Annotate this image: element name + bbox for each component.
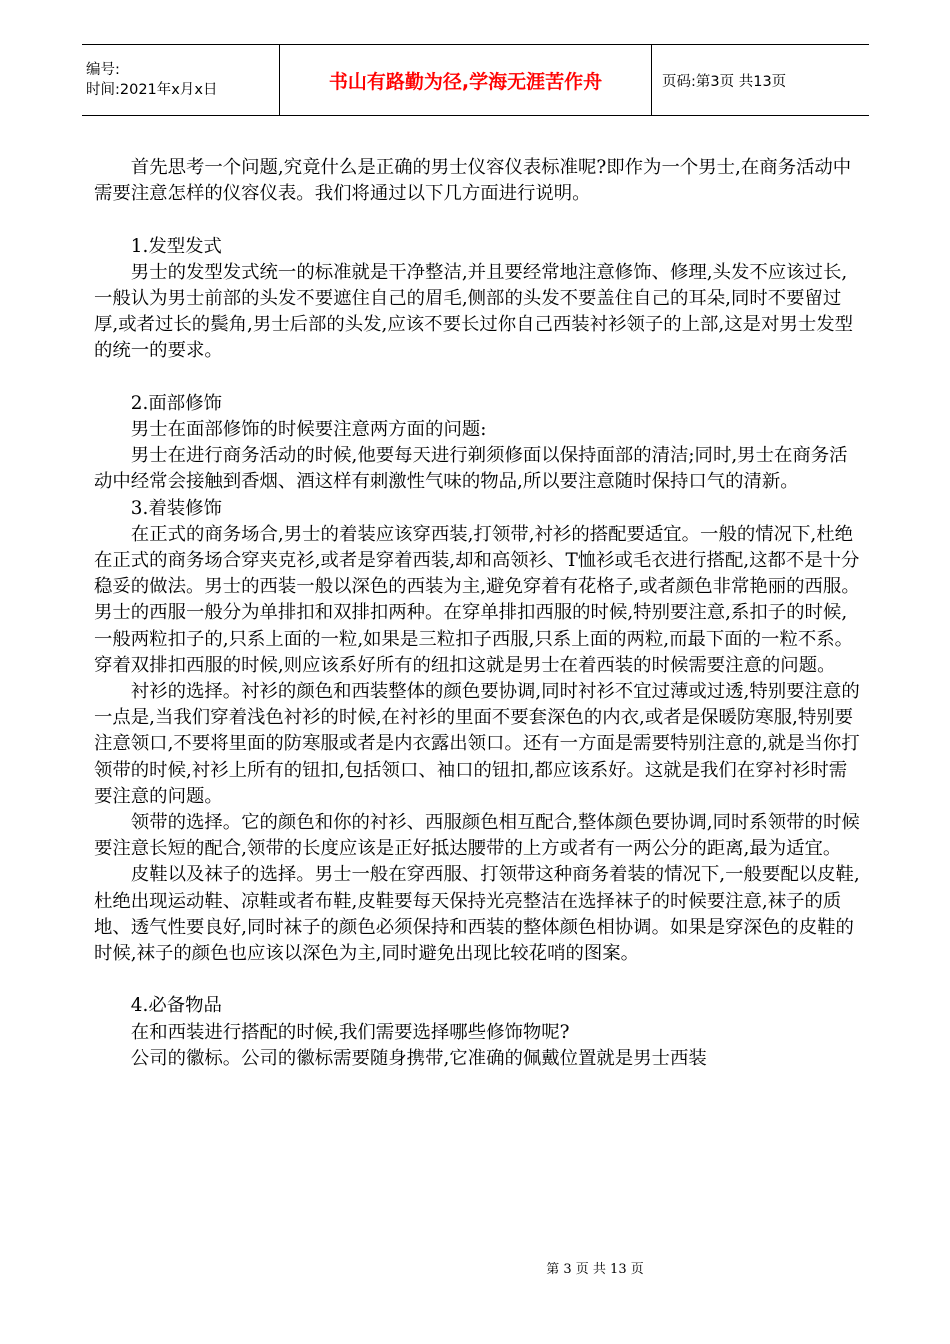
body-paragraph: 男士的发型发式统一的标准就是干净整洁,并且要经常地注意修饰、修理,头发不应该过长,一般认为男士前部的头发不要遮住自己的眉毛,侧部的头发不要盖住自己的耳朵,同时不要留过厚,或者过长的鬓角,男士后部的头发,应该不要长过你自己西装衬衫领子的上部,这是对男士发型的统一的要求。 (94, 261, 854, 362)
body-paragraph: 男士在进行商务活动的时候,他要每天进行剃须修面以保持面部的清洁;同时,男士在商务活动中经常会接触到香烟、酒这样有刺激性气味的物品,所以要注意随时保持口气的清新。 (94, 445, 848, 493)
header-info (82, 45, 279, 115)
section-heading-hairstyle: 1.发型发式 (130, 235, 222, 257)
body-paragraph: 在和西装进行搭配的时候,我们需要选择哪些修饰物呢? (130, 1021, 570, 1043)
document-number-label: 编号: (86, 62, 120, 78)
header-page-number: 页码:第3页 共13页 (662, 73, 787, 90)
body-paragraph: 领带的选择。它的颜色和你的衬衫、西服颜色相互配合,整体颜色要协调,同时系领带的时候要注意长短的配合,领带的长度应该是正好抵达腰带的上方或者有一两公分的距离,最为适宜。 (94, 812, 860, 860)
section-heading-dress: 3.着装修饰 (130, 497, 222, 519)
body-paragraph: 公司的徽标。公司的徽标需要随身携带,它准确的佩戴位置就是男士西装 (130, 1047, 707, 1069)
body-paragraph: 男士在面部修饰的时候要注意两方面的问题: (130, 419, 487, 440)
header-motto-cell (279, 45, 652, 115)
page-header (82, 44, 869, 116)
section-heading-essentials: 4.必备物品 (130, 995, 222, 1017)
header-page-cell (652, 45, 869, 115)
body-paragraph: 皮鞋以及袜子的选择。男士一般在穿西服、打领带这种商务着装的情况下,一般要配以皮鞋,杜绝出现运动鞋、凉鞋或者布鞋,皮鞋要每天保持光亮整洁在选择袜子的时候要注意,袜子的质地、透气性要良好,同时袜子的颜色必须保持和西装的整体颜色相协调。如果是穿深色的皮鞋的时候,袜子的颜色也应该以深色为主,同时避免出现比较花哨的图案。 (94, 864, 860, 965)
intro-paragraph: 首先思考一个问题,究竟什么是正确的男士仪容仪表标准呢?即作为一个男士,在商务活动中需要注意怎样的仪容仪表。我们将通过以下几方面进行说明。 (94, 157, 852, 205)
body-paragraph: 衬衫的选择。衬衫的颜色和西装整体的颜色要协调,同时衬衫不宜过薄或过透,特别要注意的一点是,当我们穿着浅色衬衫的时候,在衬衫的里面不要套深色的内衣,或者是保暖防寒服,特别要注意领口,不要将里面的防寒服或者是内衣露出领口。还有一方面是需要特别注意的,就是当你打领带的时候,衬衫上所有的钮扣,包括领口、袖口的钮扣,都应该系好。这就是我们在穿衬衫时需要注意的问题。 (94, 681, 860, 807)
header-motto: 书山有路勤为径,学海无涯苦作舟 (328, 70, 603, 93)
body-paragraph: 在正式的商务场合,男士的着装应该穿西装,打领带,衬衫的搭配要适宜。一般的情况下,杜绝在正式的商务场合穿夹克衫,或者是穿着西装,却和高领衫、T恤衫或毛衣进行搭配,这都不是十分稳妥的做法。男士的西装一般以深色的西装为主,避免穿着有花格子,或者颜色非常艳丽的西服。男士的西服一般分为单排扣和双排扣两种。在穿单排扣西服的时候,特别要注意,系扣子的时候,一般两粒扣子的,只系上面的一粒,如果是三粒扣子西服,只系上面的两粒,而最下面的一粒不系。穿着双排扣西服的时候,则应该系好所有的纽扣这就是男士在着西装的时候需要注意的问题。 (94, 523, 860, 676)
page-footer: 第 3 页 共 13 页 (546, 1262, 644, 1277)
section-heading-face: 2.面部修饰 (130, 392, 222, 414)
document-body (94, 155, 864, 1072)
document-time-label: 时间:2021年x月x日 (86, 82, 218, 98)
